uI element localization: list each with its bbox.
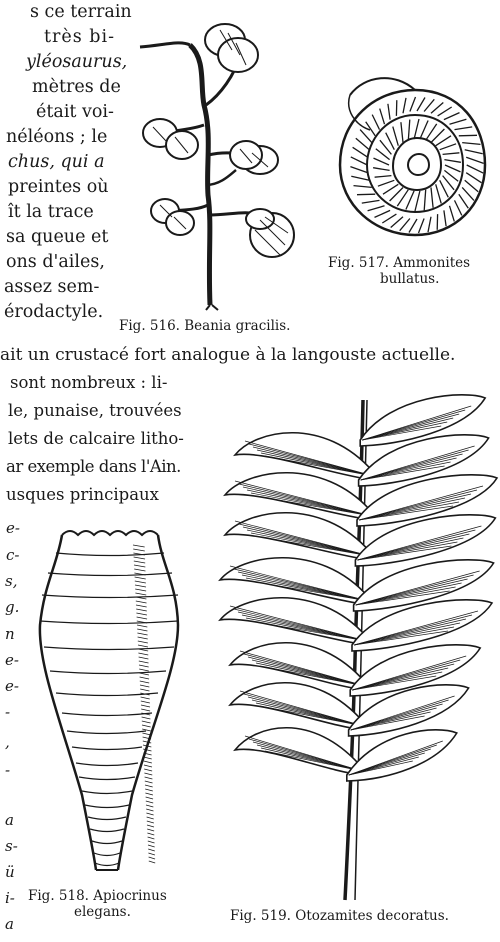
otozamites-decoratus-illustration [215,380,495,900]
text-fragment: e- [5,677,19,695]
text-line: ons d'ailes, [6,252,105,272]
text-line: chus, qui a [8,152,105,172]
text-line: ar exemple dans l'Ain. [6,457,181,476]
beania-gracilis-illustration [120,5,310,315]
text-fragment: e- [6,519,20,537]
text-line: très bi- [44,27,116,47]
text-fragment: a [5,811,14,829]
text-line: ît la trace [8,202,94,222]
text-fragment: n [5,625,15,643]
text-fragment: s- [5,837,18,855]
text-line-full: ait un crustacé fort analogue à la langouste actuelle. [0,345,456,365]
text-line: néléons ; le [6,127,108,147]
fig517-caption: Fig. 517. Ammonites [328,255,471,271]
text-line: sa queue et [6,227,109,247]
text-fragment: g. [5,598,20,616]
fig517-caption: bullatus. [380,271,440,287]
fig518-caption: elegans. [74,904,131,920]
text-line: était voi- [36,102,114,122]
fig518-caption: Fig. 518. Apiocrinus [28,888,167,904]
text-line: yléosaurus, [26,52,128,72]
text-line: lets de calcaire litho- [8,429,184,448]
text-fragment: a [5,915,14,933]
text-line: le, punaise, trouvées [8,401,182,420]
apiocrinus-elegans-illustration [32,525,182,875]
text-line: usques principaux [6,485,159,504]
text-fragment: - [5,761,11,779]
text-fragment: ü [5,863,15,881]
text-line: assez sem- [4,277,100,297]
text-fragment: , [5,733,10,751]
text-fragment: s, [5,572,18,590]
text-line: s ce terrain [30,2,132,22]
fig519-caption: Fig. 519. Otozamites decoratus. [230,908,449,924]
text-fragment: - [5,703,11,721]
text-line: sont nombreux : li- [10,373,168,392]
text-fragment: c- [6,546,20,564]
text-line: preintes où [8,177,109,197]
text-line: érodactyle. [4,302,104,322]
fig516-caption: Fig. 516. Beania gracilis. [119,318,291,334]
text-fragment: e- [5,651,19,669]
text-line: mètres de [32,77,121,97]
ammonites-bullatus-illustration [335,70,495,240]
text-fragment: i- [5,889,15,907]
